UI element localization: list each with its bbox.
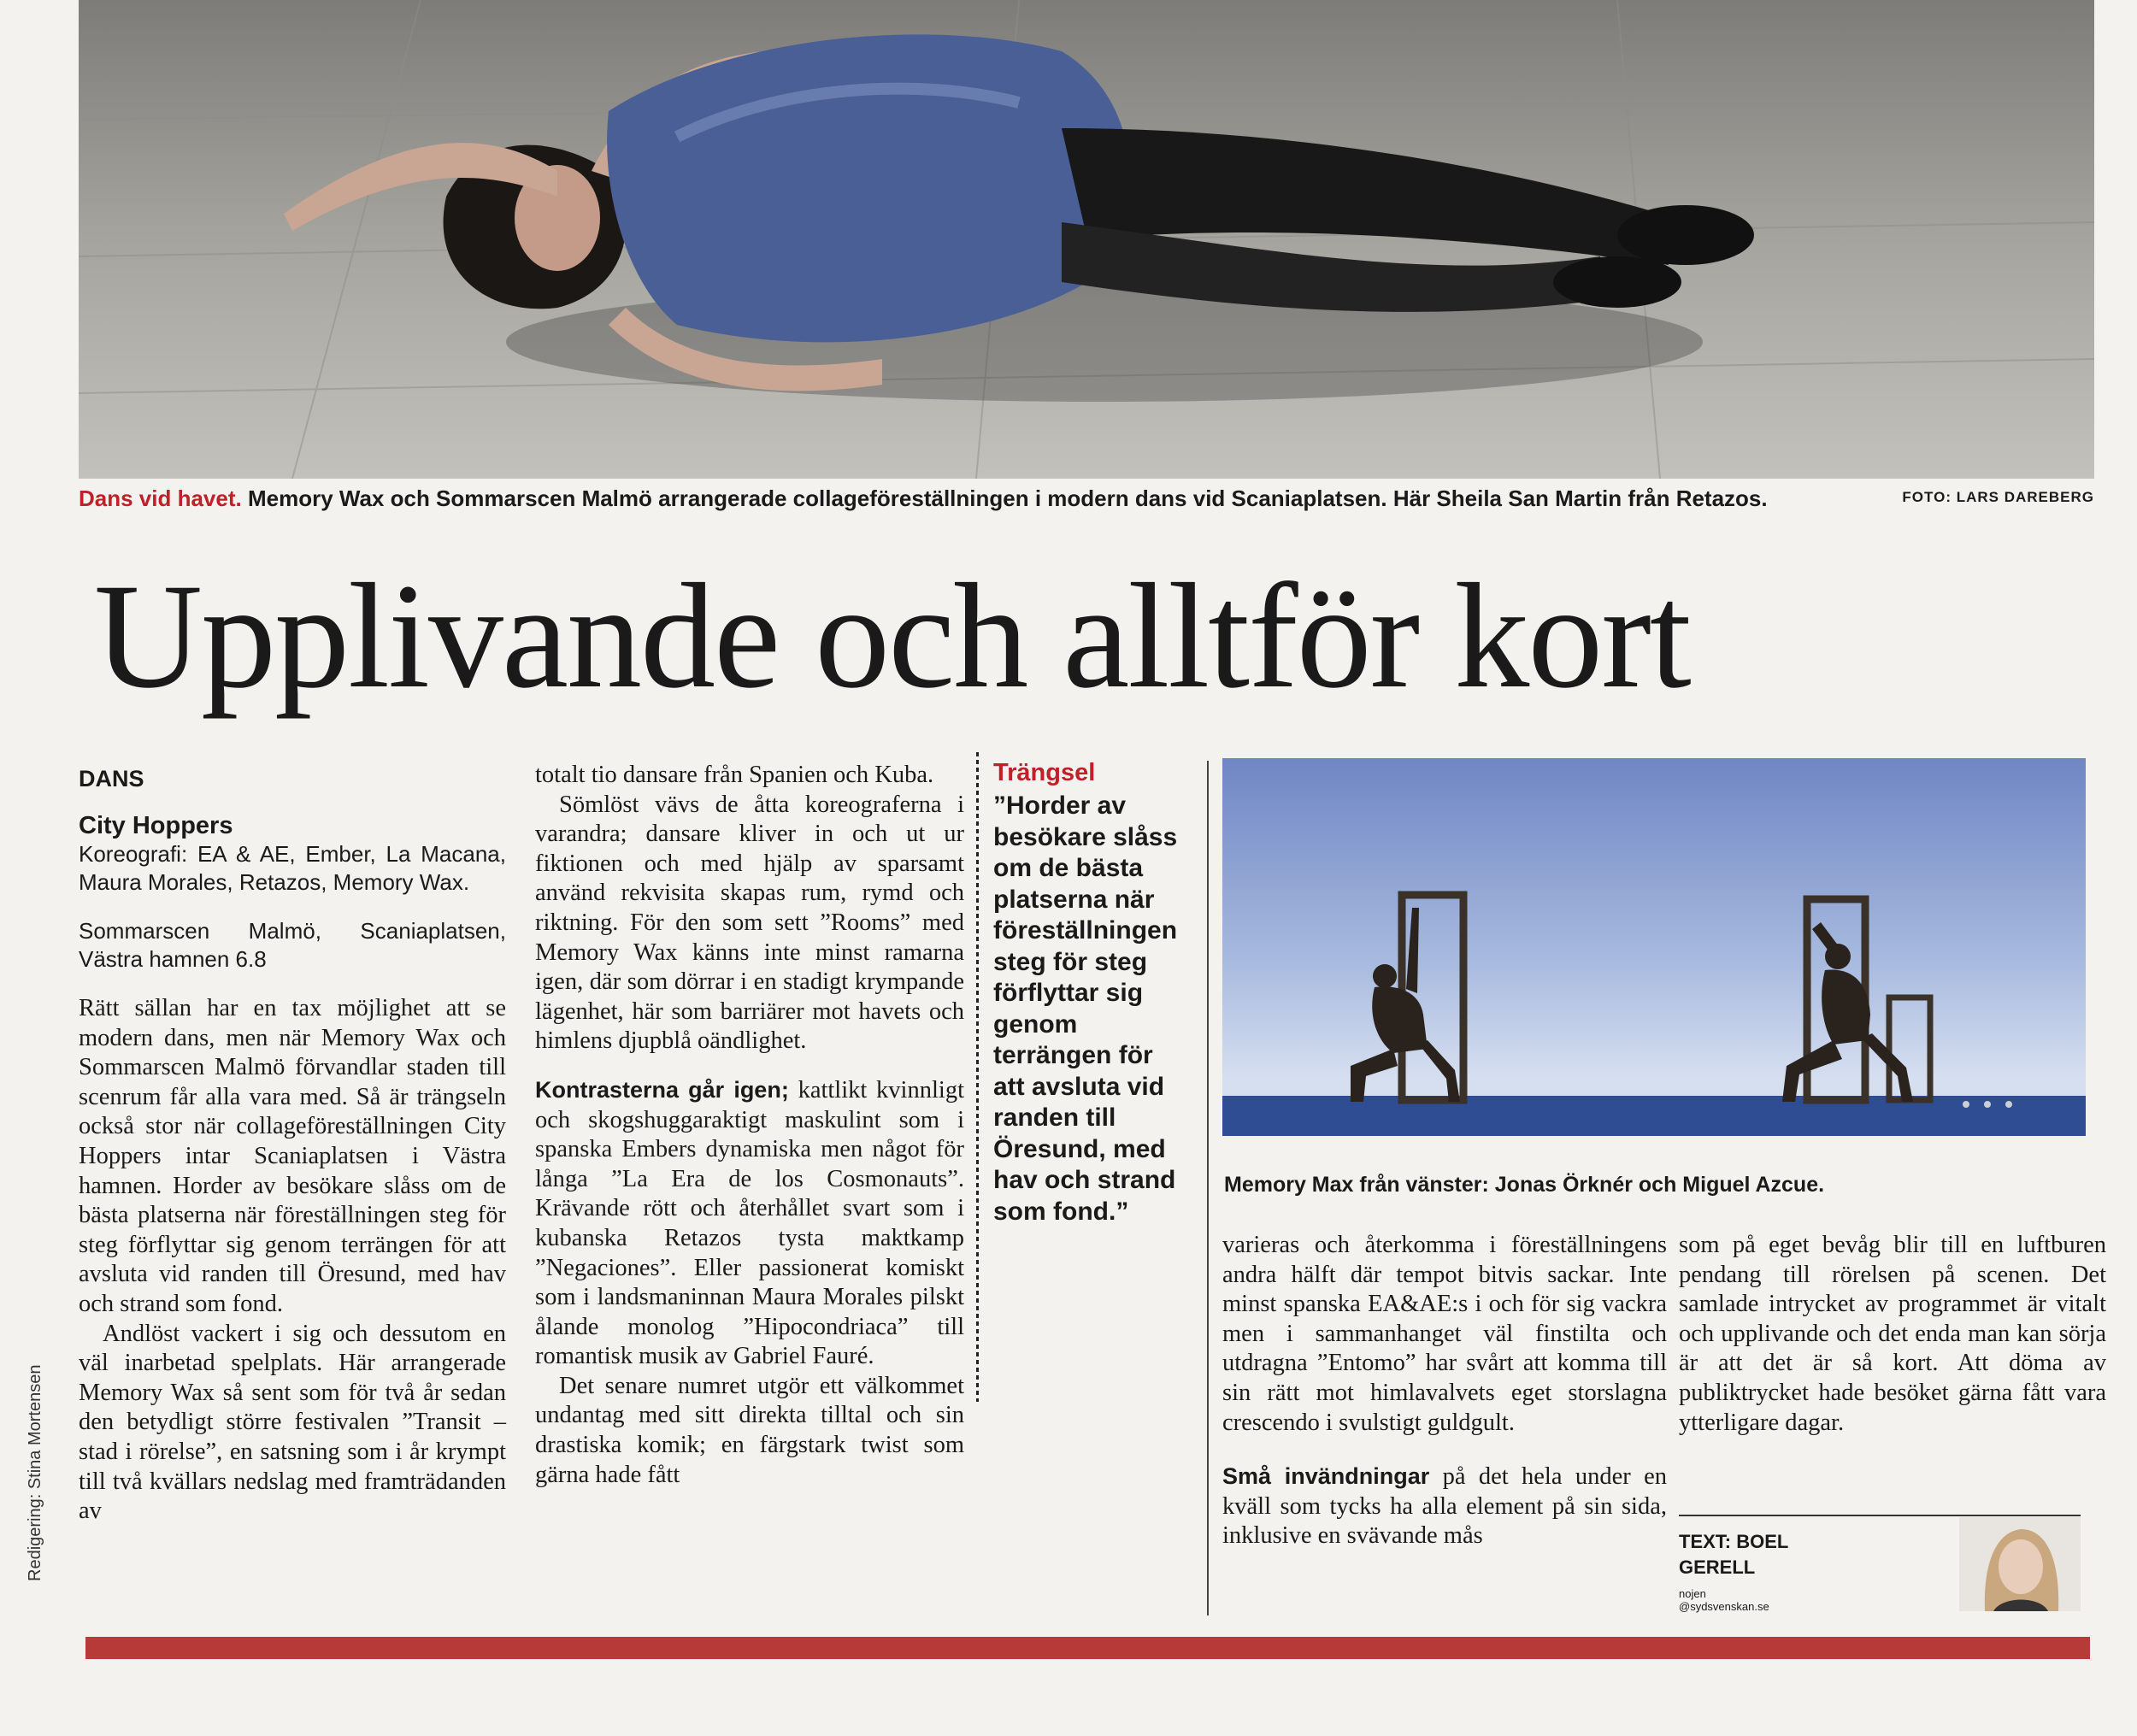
body-paragraph: varieras och återkomma i föreställningens andra hälft där tempot bitvis sackar. Inte minst spanska EA&AE:s i och för sig vackra men i sammanhanget väl finstilta och utdragna ”Entomo” har svårt att komma till sin rätt mot himlavalvets eget storslagna crescendo i svulstigt guldgult. xyxy=(1222,1232,1667,1436)
body-paragraph: Kontrasterna går igen; kattlikt kvinnligt och skogshuggaraktigt maskulint som i spanska Embers dynamiska men något för långa ”La Era de los Cosmonauts”. Krävande rött och återhållet svart som i kubanska Retazos tysta maktkamp ”Negaciones”. Eller passionerat komiskt som i landsmaninnan Maura Morales pilskt ålande monolog ”Hipocondriaca” till romantisk musik av Gabriel Fauré. xyxy=(535,1076,964,1370)
editor-credit: Redigering: Stina Mortensen xyxy=(26,1364,44,1581)
photo2-caption: Memory Max från vänster: Jonas Örknér och Miguel Azcue. xyxy=(1224,1173,1825,1197)
byline xyxy=(1679,1517,2081,1613)
body-paragraph: Andlöst vackert i sig och dessutom en väl inarbetad spelplats. Här arrangerade Memory Wax så sent som för två år sedan den betydligt större festivalen ”Transit – stad i rörelse”, en satsning som i år krympt till två kvällars nedslag med framträdanden av xyxy=(79,1320,506,1525)
factbox-section: DANS xyxy=(79,766,144,791)
body-paragraph: som på eget bevåg blir till en luftburen pendang till rörelsen på scenen. Det samlade intrycket av programmet är vitalt och upplivande och det enda man kan sörja är att det är så kort. Att döma av publiktrycket hade besöket gärna fått vara ytterligare dagar. xyxy=(1679,1232,2106,1436)
dancers-illustration xyxy=(1222,758,2086,1136)
dancers-doorframes-photo xyxy=(1222,758,2086,1136)
bottom-color-bar xyxy=(85,1637,2090,1659)
pullquote-rule xyxy=(976,752,979,1402)
author-portrait xyxy=(1959,1517,2081,1611)
byline-author: TEXT: BOEL GERELL xyxy=(1679,1531,1789,1578)
column-4 xyxy=(1679,1231,2106,1438)
column-3 xyxy=(1222,1231,1667,1551)
factbox-title: City Hoppers xyxy=(79,812,233,839)
photo-caption-label: Dans vid havet. xyxy=(79,485,242,511)
body-paragraph: Små invändningar på det hela under en kväll som tycks ha alla element på sin sida, inklusive en svävande mås xyxy=(1222,1463,1667,1550)
body-paragraph: Sömlöst vävs de åtta koreograferna i varandra; dansare kliver in och ut ur fiktionen och med hjälp av sparsamt använd rekvisita skapas rum, rymd och riktning. För den som sett ”Rooms” med Memory Wax känns inte minst ramarna igen, där som dörrar i en stadigt krympande lägenhet, här som barriärer mot havets och himlens djupblå oändlighet. xyxy=(535,791,964,1055)
pullquote-text: ”Horder av besökare slåss om de bästa platserna när föreställningen steg för steg förflyttar sig genom terrängen för att avsluta vid randen till Öresund, med hav och strand som fond.” xyxy=(993,791,1178,1226)
dancer-lying-illustration xyxy=(79,0,2094,479)
photo-credit: FOTO: LARS DAREBERG xyxy=(1902,489,2094,505)
photo-caption-text: Memory Wax och Sommarscen Malmö arrangerade collageföreställningen i modern dans vid Scaniaplatsen. Här Sheila San Martin från Retazos. xyxy=(241,485,1768,511)
byline-rule xyxy=(1679,1515,2081,1516)
hero-photo xyxy=(79,0,2094,479)
photo-caption xyxy=(79,485,2094,516)
body-paragraph: Det senare numret utgör ett välkommet undantag med sitt direkta tilltal och sin drastiska komik; en färgstark twist som gärna hade fått xyxy=(535,1372,964,1488)
column-rule xyxy=(1207,761,1209,1615)
body-paragraph: Rätt sällan har en tax möjlighet att se modern dans, men när Memory Wax och Sommarscen Malmö förvandlar staden till scenrum får alla vara med. Så är trängseln också stor när collageföreställningen City Hoppers intar Scaniaplatsen i Västra hamnen. Horder av besökare slåss om de bästa platserna när föreställningen steg för steg förflyttar sig genom terrängen för att avsluta vid randen till Öresund, med hav och strand som fond. xyxy=(79,995,506,1317)
subhead-lead: Kontrasterna går igen; xyxy=(535,1076,789,1103)
pullquote-label: Trängsel xyxy=(993,759,1096,786)
subhead-lead: Små invändningar xyxy=(1222,1463,1430,1490)
byline-email: nojen @sydsvenskan.se xyxy=(1679,1587,1769,1613)
column-2 xyxy=(535,761,964,1490)
factbox xyxy=(79,765,506,994)
headline: Upplivande och alltför kort xyxy=(94,553,1690,720)
factbox-venue: Sommarscen Malmö, Scaniaplatsen, Västra hamnen 6.8 xyxy=(79,918,506,972)
factbox-credits: Koreografi: EA & AE, Ember, La Macana, Maura Morales, Retazos, Memory Wax. xyxy=(79,841,506,895)
body-paragraph: totalt tio dansare från Spanien och Kuba. xyxy=(535,762,934,788)
pullquote xyxy=(983,759,1180,1227)
column-1 xyxy=(79,765,506,1527)
